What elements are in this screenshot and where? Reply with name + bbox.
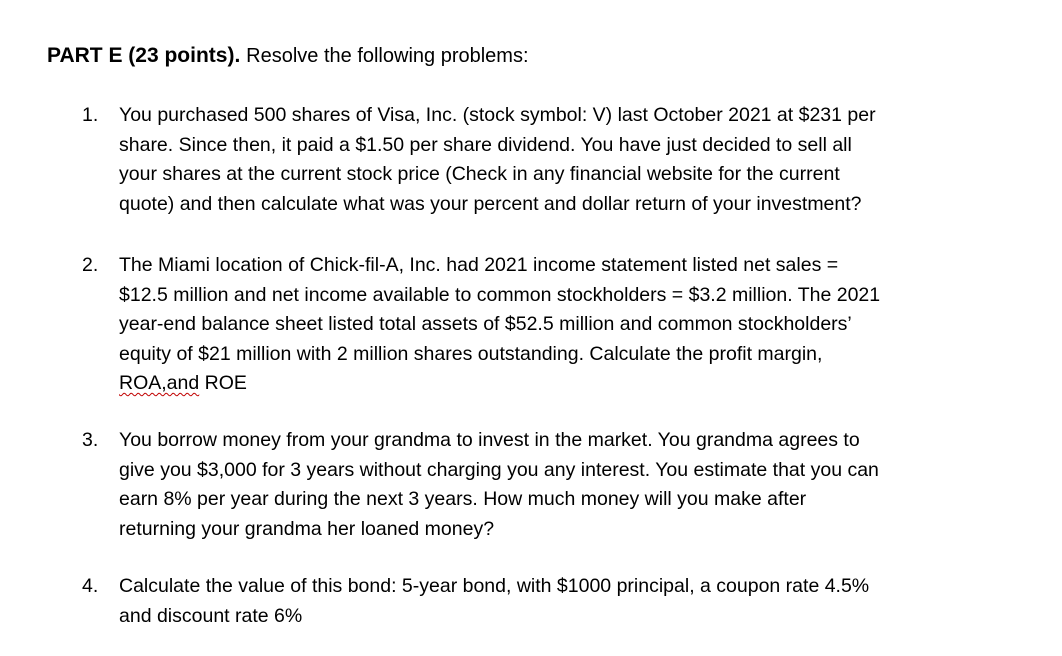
problem-text [119, 101, 1002, 219]
spellcheck-flagged-text: ROA,and [119, 372, 200, 394]
problem-4 [82, 572, 1002, 631]
problem-line: The Miami location of Chick-fil-A, Inc. had 2021 income statement listed net sales = [119, 254, 839, 276]
problem-line: equity of $21 million with 2 million shares outstanding. Calculate the profit margin, [119, 342, 823, 365]
problem-line: Calculate the value of this bond: 5-year bond, with $1000 principal, a coupon rate 4.5% [119, 575, 870, 597]
section-instruction: Resolve the following problems: [246, 45, 529, 67]
problem-line: year-end balance sheet listed total assets of $52.5 million and common stockholders’ [119, 313, 852, 335]
problem-line: your shares at the current stock price (Check in any financial website for the current [119, 163, 840, 185]
problem-line: You purchased 500 shares of Visa, Inc. (stock symbol: V) last October 2021 at $231 per [119, 104, 876, 126]
problem-number: 1. [82, 104, 99, 126]
problem-number: 4. [82, 575, 99, 597]
problem-3 [82, 426, 1002, 544]
problem-text [119, 426, 1002, 544]
problem-line: You borrow money from your grandma to invest in the market. You grandma agrees to [119, 429, 860, 451]
problem-number: 2. [82, 254, 99, 276]
problem-line: share. Since then, it paid a $1.50 per share dividend. You have just decided to sell all [119, 133, 852, 156]
problem-text [119, 572, 1002, 631]
problem-line: ROE [199, 372, 247, 394]
problem-2 [82, 251, 1002, 399]
problem-text [119, 251, 1002, 399]
problem-line: earn 8% per year during the next 3 years. How much money will you make after [119, 488, 807, 510]
section-title: PART E (23 points). [47, 44, 241, 67]
problem-line: quote) and then calculate what was your percent and dollar return of your investment? [119, 192, 862, 215]
problem-1 [82, 101, 1002, 219]
section-heading [47, 40, 529, 72]
problem-line: returning your grandma her loaned money? [119, 517, 495, 540]
problem-line: and discount rate 6% [119, 604, 303, 627]
problem-line: $12.5 million and net income available to common stockholders = $3.2 million. The 2021 [119, 283, 881, 306]
problem-line: give you $3,000 for 3 years without charging you any interest. You estimate that you can [119, 458, 879, 481]
problem-number: 3. [82, 429, 99, 451]
